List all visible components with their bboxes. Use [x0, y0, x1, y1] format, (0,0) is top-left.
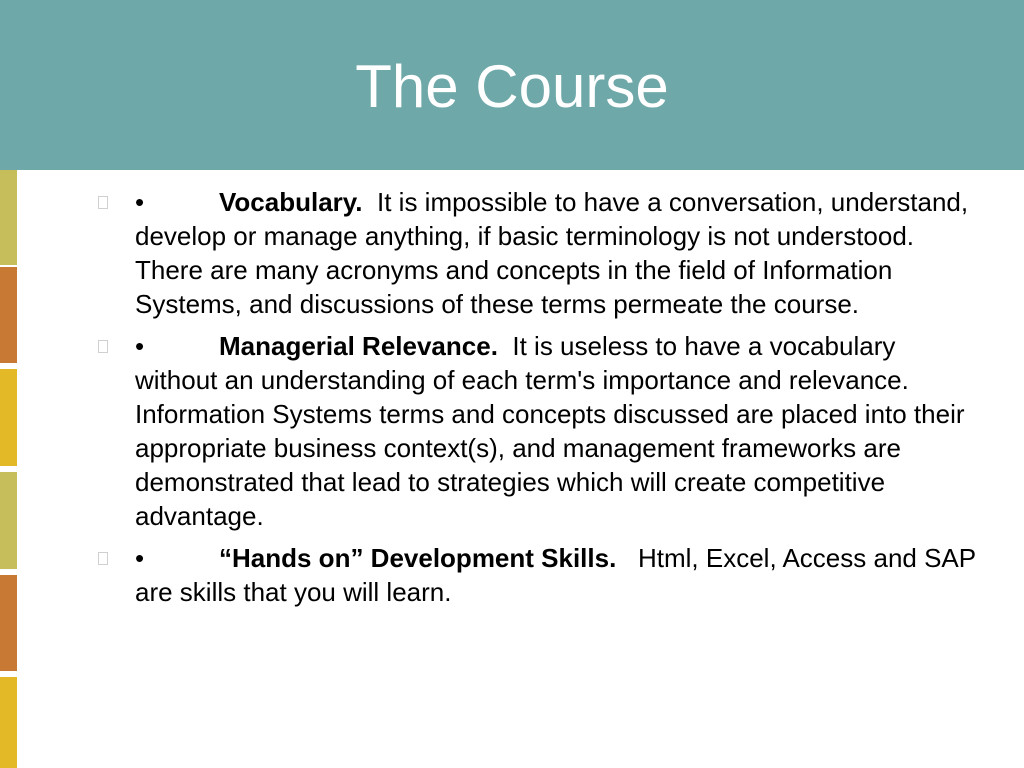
bullet-vocabulary	[96, 185, 976, 321]
stripe-segment	[0, 472, 17, 569]
bullet-text: It is useless to have a vocabulary without an understanding of each term's importance and relevance. Information Systems terms and concepts discussed are placed into their appropriate business context(s), and management frameworks are demonstrated that lead to strategies which will create competitive advantage.	[135, 331, 972, 531]
empty-box-icon	[98, 552, 108, 565]
empty-box-icon	[98, 196, 108, 209]
stripe-segment	[0, 267, 17, 363]
stripe-segment	[0, 369, 17, 466]
side-color-strip	[0, 170, 17, 768]
bullet-text: It is impossible to have a conversation, understand, develop or manage anything, if basic terminology is not understood. There are many acronyms and concepts in the field of Information Systems, and discussions of these terms permeate the course.	[135, 187, 976, 319]
bullet-heading: Vocabulary.	[219, 187, 363, 217]
bullet-managerial-relevance	[96, 329, 976, 533]
empty-box-icon	[98, 340, 108, 353]
bullet-list	[96, 185, 983, 617]
bullet-dot: •	[135, 543, 145, 573]
stripe-segment	[0, 677, 17, 768]
bullet-dot: •	[135, 331, 145, 361]
bullet-text: Html, Excel, Access and SAP are skills that you will learn.	[135, 543, 983, 607]
bullet-dot: •	[135, 187, 145, 217]
bullet-hands-on-skills	[96, 541, 983, 609]
bullet-heading: “Hands on” Development Skills.	[219, 543, 617, 573]
stripe-segment	[0, 170, 17, 265]
bullet-heading: Managerial Relevance.	[219, 331, 498, 361]
title-banner	[0, 0, 1024, 170]
stripe-segment	[0, 575, 17, 671]
slide-title: The Course	[355, 53, 669, 120]
